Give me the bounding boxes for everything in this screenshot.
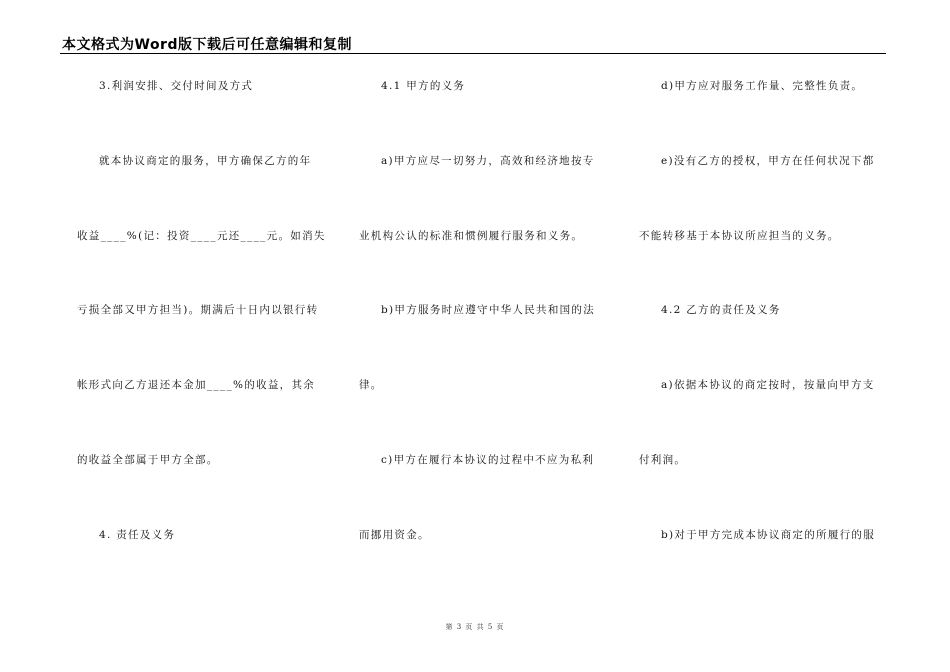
- paragraph-line: d)甲方应对服务工作量、完整性负责。: [661, 80, 864, 92]
- paragraph-line: b)甲方服务时应遵守中华人民共和国的法: [381, 304, 596, 316]
- paragraph-line: a)甲方应尽一切努力，高效和经济地按专: [381, 155, 595, 167]
- paragraph-line: 付利润。: [639, 454, 687, 466]
- page-number: 第 3 页 共 5 页: [445, 623, 505, 631]
- header-divider: [60, 53, 886, 54]
- paragraph-line: c)甲方在履行本协议的过程中不应为私利: [381, 454, 595, 466]
- section-heading: 4.2 乙方的责任及义务: [661, 304, 781, 316]
- paragraph-line: 亏损全部又甲方担当)。期满后十日内以银行转: [77, 304, 319, 316]
- paragraph-line: 而挪用资金。: [359, 529, 430, 541]
- paragraph-line: 律。: [359, 379, 383, 391]
- paragraph-line: 业机构公认的标准和惯例履行服务和义务。: [359, 230, 584, 242]
- paragraph-line: 不能转移基于本协议所应担当的义务。: [639, 230, 840, 242]
- section-heading: 4. 责任及义务: [99, 529, 176, 541]
- paragraph-line: 帐形式向乙方退还本金加____%的收益，其余: [77, 379, 316, 391]
- paragraph-line: 的收益全部属于甲方全部。: [77, 454, 219, 466]
- paragraph-line: 就本协议商定的服务，甲方确保乙方的年: [99, 155, 312, 167]
- paragraph-line: a)依据本协议的商定按时，按量向甲方支: [661, 379, 875, 391]
- section-heading: 4.1 甲方的义务: [381, 80, 466, 92]
- paragraph-line: 收益____%(记：投资____元还____元。如消失: [77, 230, 326, 242]
- document-header-title: 本文格式为Word版下载后可任意编辑和复制: [62, 37, 352, 53]
- paragraph-line: b)对于甲方完成本协议商定的所履行的服: [661, 529, 876, 541]
- paragraph-line: 3.利润安排、交付时间及方式: [99, 80, 254, 92]
- paragraph-line: e)没有乙方的授权，甲方在任何状况下都: [661, 155, 875, 167]
